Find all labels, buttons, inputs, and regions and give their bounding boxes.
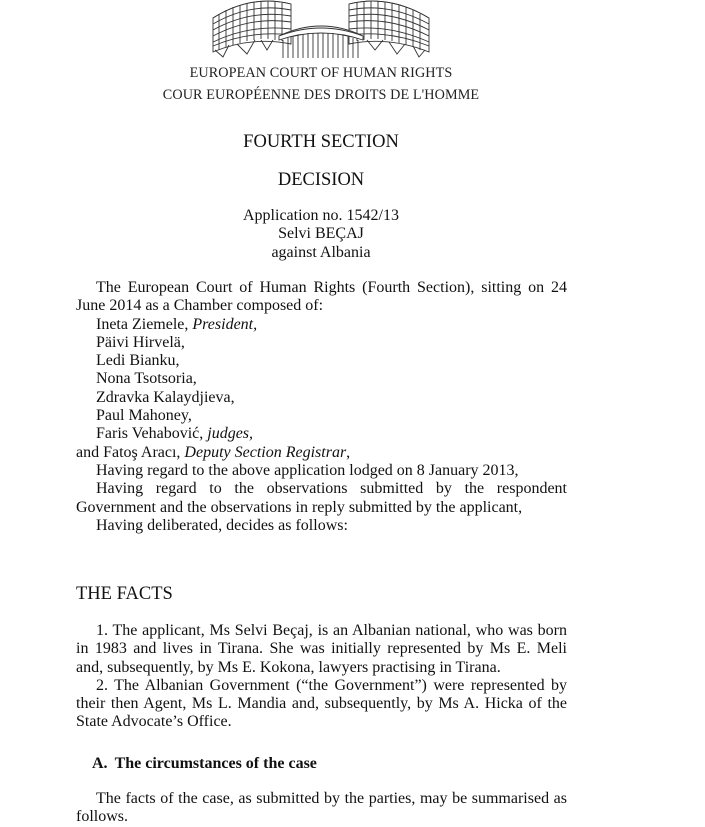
judge-line [76,352,567,370]
having-deliberated: Having deliberated, decides as follows: [96,516,348,534]
fact-paragraph-1: 1. The applicant, Ms Selvi Beçaj, is an Albanian national, who was born in 1983 and lives in Tirana. She was initially represented by Ms E. Meli and, subsequently, by Ms E. Kokona, lawyers practising in Tirana. [76,622,567,676]
judge-name: Päivi Hirvelä, [96,333,185,351]
applicant-name: Selvi BEÇAJ [278,225,364,243]
judge-name: Faris Vehabović, [96,425,208,443]
judge-line [76,425,567,443]
having-regard-application: Having regard to the above application lodged on 8 January 2013, [96,461,519,479]
judge-role: judges, [207,425,254,443]
summary-paragraph: The facts of the case, as submitted by the parties, may be summarised as follows. [76,790,567,826]
facts-paragraphs [76,622,567,732]
judge-name: Nona Tsotsoria, [96,370,197,388]
summary-section [76,790,567,827]
registrar-suffix: , [346,443,351,461]
court-building-logo-icon [207,0,435,58]
document-type-title: DECISION [277,170,365,190]
judge-name: Ledi Bianku, [96,352,180,370]
judge-name: Paul Mahoney, [96,407,192,425]
section-title: FOURTH SECTION [243,132,399,152]
judge-role: President, [192,315,258,333]
registrar-line [76,444,567,462]
judge-name: Ineta Ziemele, [96,315,193,333]
respondent-state: against Albania [271,243,371,261]
intro-section [76,279,567,535]
subsection-title: The circumstances of the case [114,755,317,772]
subsection-number: A. [92,755,108,772]
registrar-name: and Fatoş Aracı, [76,443,185,461]
judge-line [76,389,567,407]
court-name-english: EUROPEAN COURT OF HUMAN RIGHTS [189,65,453,81]
judge-line [76,316,567,334]
judge-line [76,334,567,352]
having-regard-observations: Having regard to the observations submitted by the respondent Government and the observations in reply submitted by the applicant, [76,480,567,516]
fact-paragraph-2: 2. The Albanian Government (“the Government”) were represented by their then Agent, Ms L. Mandia and, subsequently, by Ms A. Hicka of the State Advocate’s Office. [76,676,567,731]
court-name-french: COUR EUROPÉENNE DES DROITS DE L'HOMME [162,87,480,103]
judge-name: Zdravka Kalaydjieva, [96,388,235,406]
subsection-heading [92,755,317,773]
judge-line [76,370,567,388]
application-block [0,207,642,262]
application-number: Application no. 1542/13 [243,207,399,224]
registrar-role: Deputy Section Registrar [184,443,347,461]
opening-paragraph: The European Court of Human Rights (Fourth Section), sitting on 24 June 2014 as a Chamber composed of: [76,279,567,315]
facts-heading: THE FACTS [76,584,173,604]
judge-line [76,407,567,425]
